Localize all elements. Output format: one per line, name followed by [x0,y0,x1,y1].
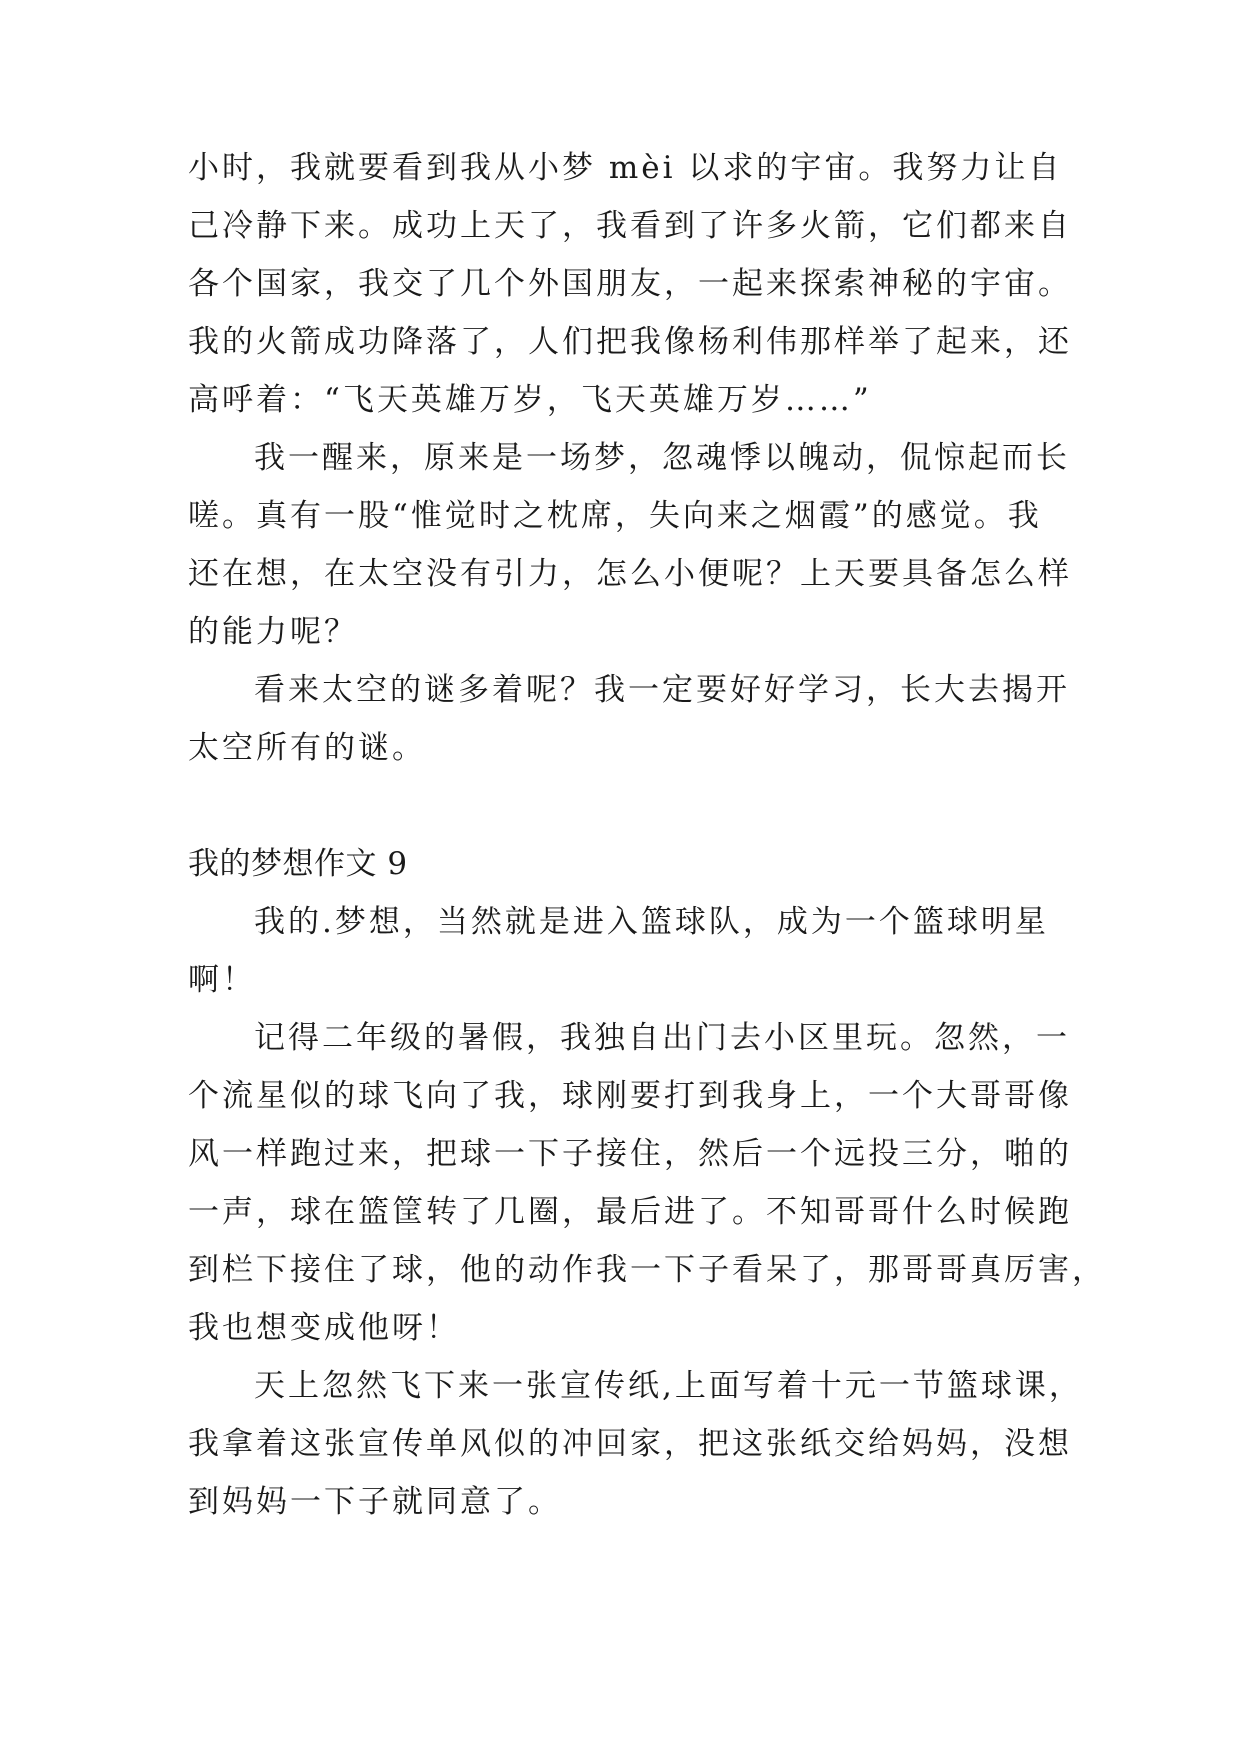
text-line: 个流星似的球飞向了我，球刚要打到我身上，一个大哥哥像 [188,1078,1072,1114]
text-line: 我的火箭成功降落了，人们把我像杨利伟那样举了起来，还 [188,324,1072,360]
text-line: 小时，我就要看到我从小梦 mèi 以求的宇宙。我努力让自 [188,150,1063,186]
text-line: 记得二年级的暑假，我独自出门去小区里玩。忽然，一 [254,1020,1070,1056]
text-line: 到栏下接住了球，他的动作我一下子看呆了，那哥哥真厉害， [188,1252,1106,1288]
section-title: 我的梦想作文 9 [188,846,408,882]
text-line: 到妈妈一下子就同意了。 [188,1484,562,1520]
text-line: 风一样跑过来，把球一下子接住，然后一个远投三分，啪的 [188,1136,1072,1172]
text-line: 天上忽然飞下来一张宣传纸,上面写着十元一节篮球课， [254,1368,1083,1404]
text-line: 我一醒来，原来是一场梦，忽魂悸以魄动，侃惊起而长 [254,440,1070,476]
text-line: 一声，球在篮筐转了几圈，最后进了。不知哥哥什么时候跑 [188,1194,1072,1230]
text-line: 己冷静下来。成功上天了，我看到了许多火箭，它们都来自 [188,208,1072,244]
text-line: 啊！ [188,962,256,998]
text-line: 看来太空的谜多着呢？我一定要好好学习，长大去揭开 [254,672,1070,708]
text-line: 我也想变成他呀！ [188,1310,460,1346]
text-line: 高呼着：“飞天英雄万岁，飞天英雄万岁……” [188,382,872,418]
text-line: 还在想，在太空没有引力，怎么小便呢？上天要具备怎么样 [188,556,1072,592]
text-line: 我的.梦想，当然就是进入篮球队，成为一个篮球明星 [254,904,1049,940]
text-line: 太空所有的谜。 [188,730,426,766]
text-line: 我拿着这张宣传单风似的冲回家，把这张纸交给妈妈，没想 [188,1426,1072,1462]
text-line: 各个国家，我交了几个外国朋友，一起来探索神秘的宇宙。 [188,266,1072,302]
text-line: 嗟。真有一股“惟觉时之枕席，失向来之烟霞”的感觉。我 [188,498,1042,534]
text-line: 的能力呢？ [188,614,358,650]
